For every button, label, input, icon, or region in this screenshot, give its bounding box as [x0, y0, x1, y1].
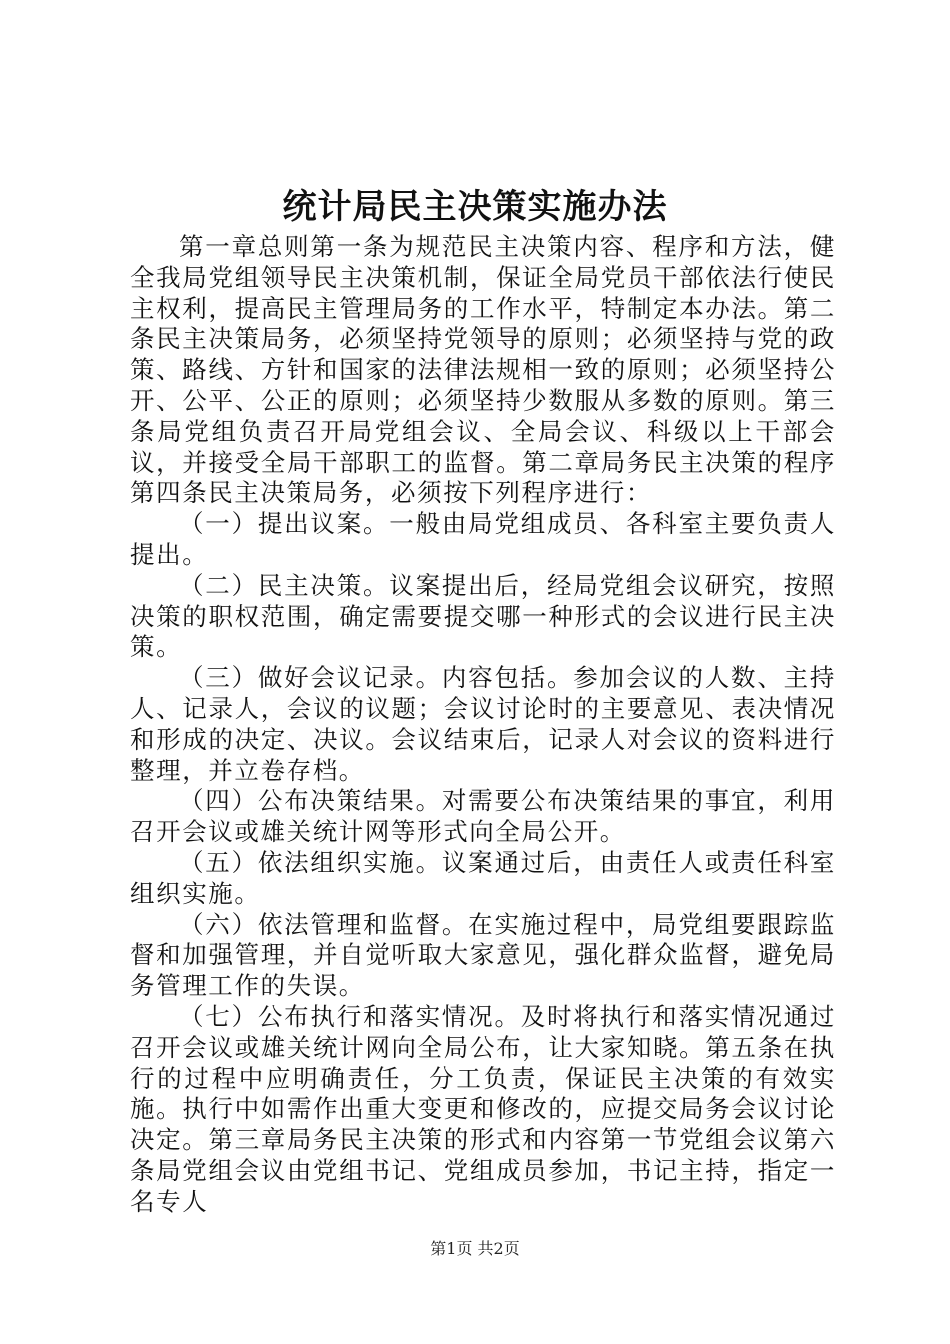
paragraph-step-2: （二）民主决策。议案提出后，经局党组会议研究，按照决策的职权范围，确定需要提交哪一种形式的会议进行民主决策。 [130, 570, 836, 662]
paragraph-step-4: （四）公布决策结果。对需要公布决策结果的事宜，利用召开会议或雄关统计网等形式向全局公开。 [130, 786, 836, 847]
page-number-footer: 第1页 共2页 [430, 1239, 520, 1258]
paragraph-step-3: （三）做好会议记录。内容包括。参加会议的人数、主持人、记录人，会议的议题；会议讨论时的主要意见、表决情况和形成的决定、决议。会议结束后，记录人对会议的资料进行整理，并立卷存档。 [130, 663, 836, 785]
document-body [130, 232, 836, 1218]
paragraph-step-6: （六）依法管理和监督。在实施过程中，局党组要跟踪监督和加强管理，并自觉听取大家意见，强化群众监督，避免局务管理工作的失误。 [130, 909, 836, 1001]
document-title: 统计局民主决策实施办法 [282, 187, 668, 227]
paragraph-step-1: （一）提出议案。一般由局党组成员、各科室主要负责人提出。 [130, 509, 836, 569]
paragraph-general-provisions: 第一章总则第一条为规范民主决策内容、程序和方法，健全我局党组领导民主决策机制，保证全局党员干部依法行使民主权利，提高民主管理局务的工作水平，特制定本办法。第二条民主决策局务，必须坚持党领导的原则；必须坚持与党的政策、路线、方针和国家的法律法规相一致的原则；必须坚持公开、公平、公正的原则；必须坚持少数服从多数的原则。第三条局党组负责召开局党组会议、全局会议、科级以上干部会议，并接受全局干部职工的监督。第二章局务民主决策的程序第四条民主决策局务，必须按下列程序进行： [130, 232, 836, 508]
paragraph-step-7: （七）公布执行和落实情况。及时将执行和落实情况通过召开会议或雄关统计网向全局公布，让大家知晓。第五条在执行的过程中应明确责任，分工负责，保证民主决策的有效实施。执行中如需作出重大变更和修改的，应提交局务会议讨论决定。第三章局务民主决策的形式和内容第一节党组会议第六条局党组会议由党组书记、党组成员参加，书记主持，指定一名专人 [130, 1001, 836, 1216]
paragraph-step-5: （五）依法组织实施。议案通过后，由责任人或责任科室组织实施。 [130, 847, 836, 908]
